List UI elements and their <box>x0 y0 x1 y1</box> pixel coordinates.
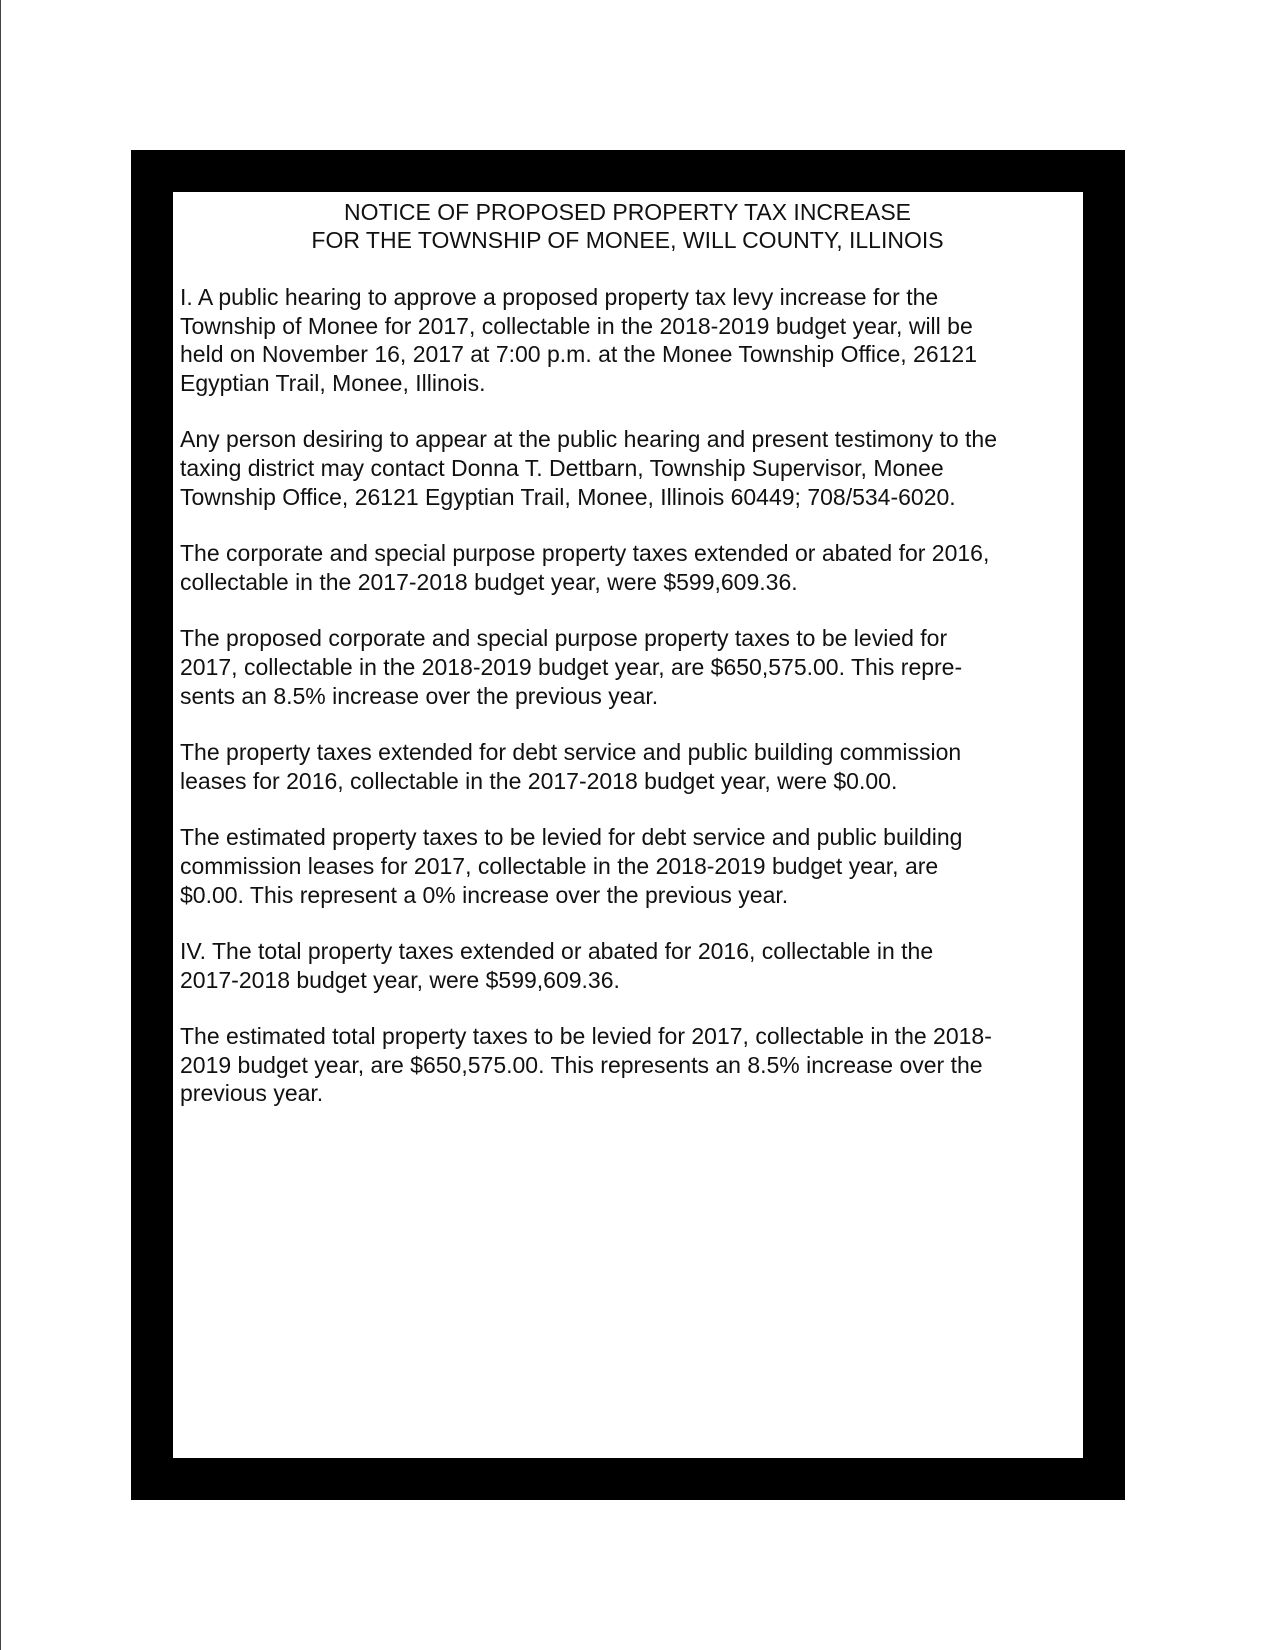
title-line: NOTICE OF PROPOSED PROPERTY TAX INCREASE <box>343 199 912 225</box>
text-line: IV. The total property taxes extended or abated for 2016, collectable in the <box>180 938 934 965</box>
notice-border-frame <box>131 150 1125 1500</box>
text-line: sents an 8.5% increase over the previous year. <box>180 682 659 709</box>
text-line: I. A public hearing to approve a proposed property tax levy increase for the <box>180 284 939 310</box>
notice-panel <box>173 192 1083 1458</box>
text-line: held on November 16, 2017 at 7:00 p.m. at the Monee Township Office, 26121 <box>180 341 978 368</box>
text-line: previous year. <box>180 1080 324 1107</box>
text-line: $0.00. This represent a 0% increase over the previous year. <box>180 881 789 908</box>
proposed-corporate-taxes-paragraph <box>180 624 1075 710</box>
prior-total-taxes-paragraph <box>180 937 1075 994</box>
text-line: 2019 budget year, are $650,575.00. This represents an 8.5% increase over the <box>180 1051 983 1078</box>
text-line: Egyptian Trail, Monee, Illinois. <box>180 369 486 396</box>
text-line: The estimated property taxes to be levied for debt service and public building <box>180 824 963 851</box>
page-edge-line <box>0 0 1 1650</box>
text-line: collectable in the 2017-2018 budget year, were $599,609.36. <box>180 568 798 595</box>
text-line: leases for 2016, collectable in the 2017-2018 budget year, were $0.00. <box>180 767 898 794</box>
text-line: 2017-2018 budget year, were $599,609.36. <box>180 966 620 993</box>
text-line: The proposed corporate and special purpose property taxes to be levied for <box>180 625 948 652</box>
text-line: Township of Monee for 2017, collectable in the 2018-2019 budget year, will be <box>180 312 973 339</box>
text-line: The estimated total property taxes to be levied for 2017, collectable in the 2018- <box>180 1023 992 1050</box>
text-line: taxing district may contact Donna T. Dettbarn, Township Supervisor, Monee <box>180 454 944 481</box>
text-line: The corporate and special purpose property taxes extended or abated for 2016, <box>180 540 990 567</box>
prior-corporate-taxes-paragraph <box>180 539 1075 596</box>
text-line: 2017, collectable in the 2018-2019 budget year, are $650,575.00. This repre- <box>180 653 963 680</box>
text-line: The property taxes extended for debt service and public building commission <box>180 739 962 766</box>
estimated-total-taxes-paragraph <box>180 1022 1075 1108</box>
contact-paragraph <box>180 425 1075 511</box>
estimated-debt-service-paragraph <box>180 823 1075 909</box>
prior-debt-service-paragraph <box>180 738 1075 795</box>
text-line: Township Office, 26121 Egyptian Trail, Monee, Illinois 60449; 708/534-6020. <box>180 483 956 510</box>
title-line: FOR THE TOWNSHIP OF MONEE, WILL COUNTY, ILLINOIS <box>311 227 944 253</box>
hearing-paragraph <box>180 283 1075 397</box>
text-line: Any person desiring to appear at the public hearing and present testimony to the <box>180 426 998 453</box>
text-line: commission leases for 2017, collectable in the 2018-2019 budget year, are <box>180 852 939 879</box>
notice-title <box>180 198 1075 254</box>
